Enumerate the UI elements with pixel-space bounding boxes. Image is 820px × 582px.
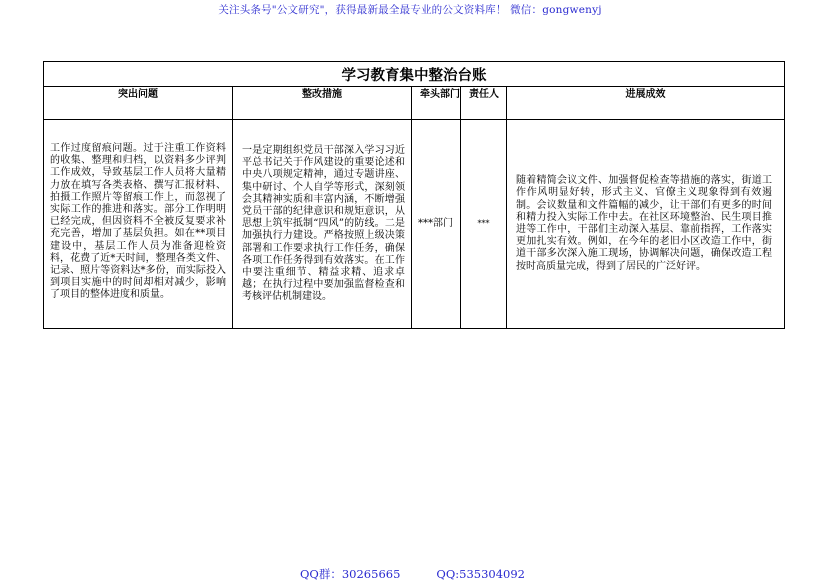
qq-text: QQ:535304092 <box>436 567 525 581</box>
cell-progress: 随着精简会议文件、加强督促检查等措施的落实，街道工作作风明显好转，形式主义、官僚主义现象得到有效遏制。会议数量和文件篇幅的减少，让干部们有更多的时间和精力投入实际工作中去。在社区环境整治、民生项目推进等工作中，干部们主动深入基层、靠前指挥，工作落实更加扎实有效。例如，在今年的老旧小区改造工作中，街道干部多次深入施工现场，协调解决问题，确保改造工程按时高质量完成，得到了居民的广泛好评。 <box>507 120 785 329</box>
cell-measures: 一是定期组织党员干部深入学习习近平总书记关于作风建设的重要论述和中央八项规定精神，通过专题讲座、集中研讨、个人自学等形式，深刻领会其精神实质和丰富内涵，不断增强党员干部的纪律意识和规矩意识，从思想上筑牢抵制“四风”的防线。二是加强执行力建设。严格按照上级决策部署和工作要求执行工作任务，确保各项工作任务得到有效落实。在工作中要注重细节、精益求精、追求卓越；在执行过程中要加强监督检查和考核评估机制建设。 <box>233 120 412 329</box>
header-measures: 整改措施 <box>233 87 412 120</box>
header-responsible: 责任人 <box>461 87 507 120</box>
header-lead-dept: 牵头部门 <box>412 87 461 120</box>
header-problem: 突出问题 <box>44 87 233 120</box>
ledger-title: 学习教育集中整治台账 <box>44 62 785 87</box>
ledger-table <box>43 61 785 329</box>
cell-problem: 工作过度留痕问题。过于注重工作资料的收集、整理和归档，以资料多少评判工作成效，导致基层工作人员将大量精力放在填写各类表格、撰写汇报材料、拍摄工作照片等留痕工作上，而忽视了实际工作的推进和落实。部分工作明明已经完成，但因资料不全被反复要求补充完善，增加了基层负担。如在**项目建设中，基层工作人员为准备迎检资料，花费了近*天时间，整理各类文件、记录、照片等资料达*多份，而实际投入到项目实施中的时间却相对减少，影响了项目的整体进度和质量。 <box>44 120 233 329</box>
qq-group-text: QQ群：30265665 <box>300 567 401 581</box>
table-row <box>44 120 785 329</box>
cell-responsible: *** <box>461 120 507 329</box>
header-progress: 进展成效 <box>507 87 785 120</box>
cell-lead-dept: ***部门 <box>412 120 461 329</box>
top-banner: 关注头条号"公文研究"，获得最新最全最专业的公文资料库！ 微信：gongwenyj <box>218 4 602 16</box>
